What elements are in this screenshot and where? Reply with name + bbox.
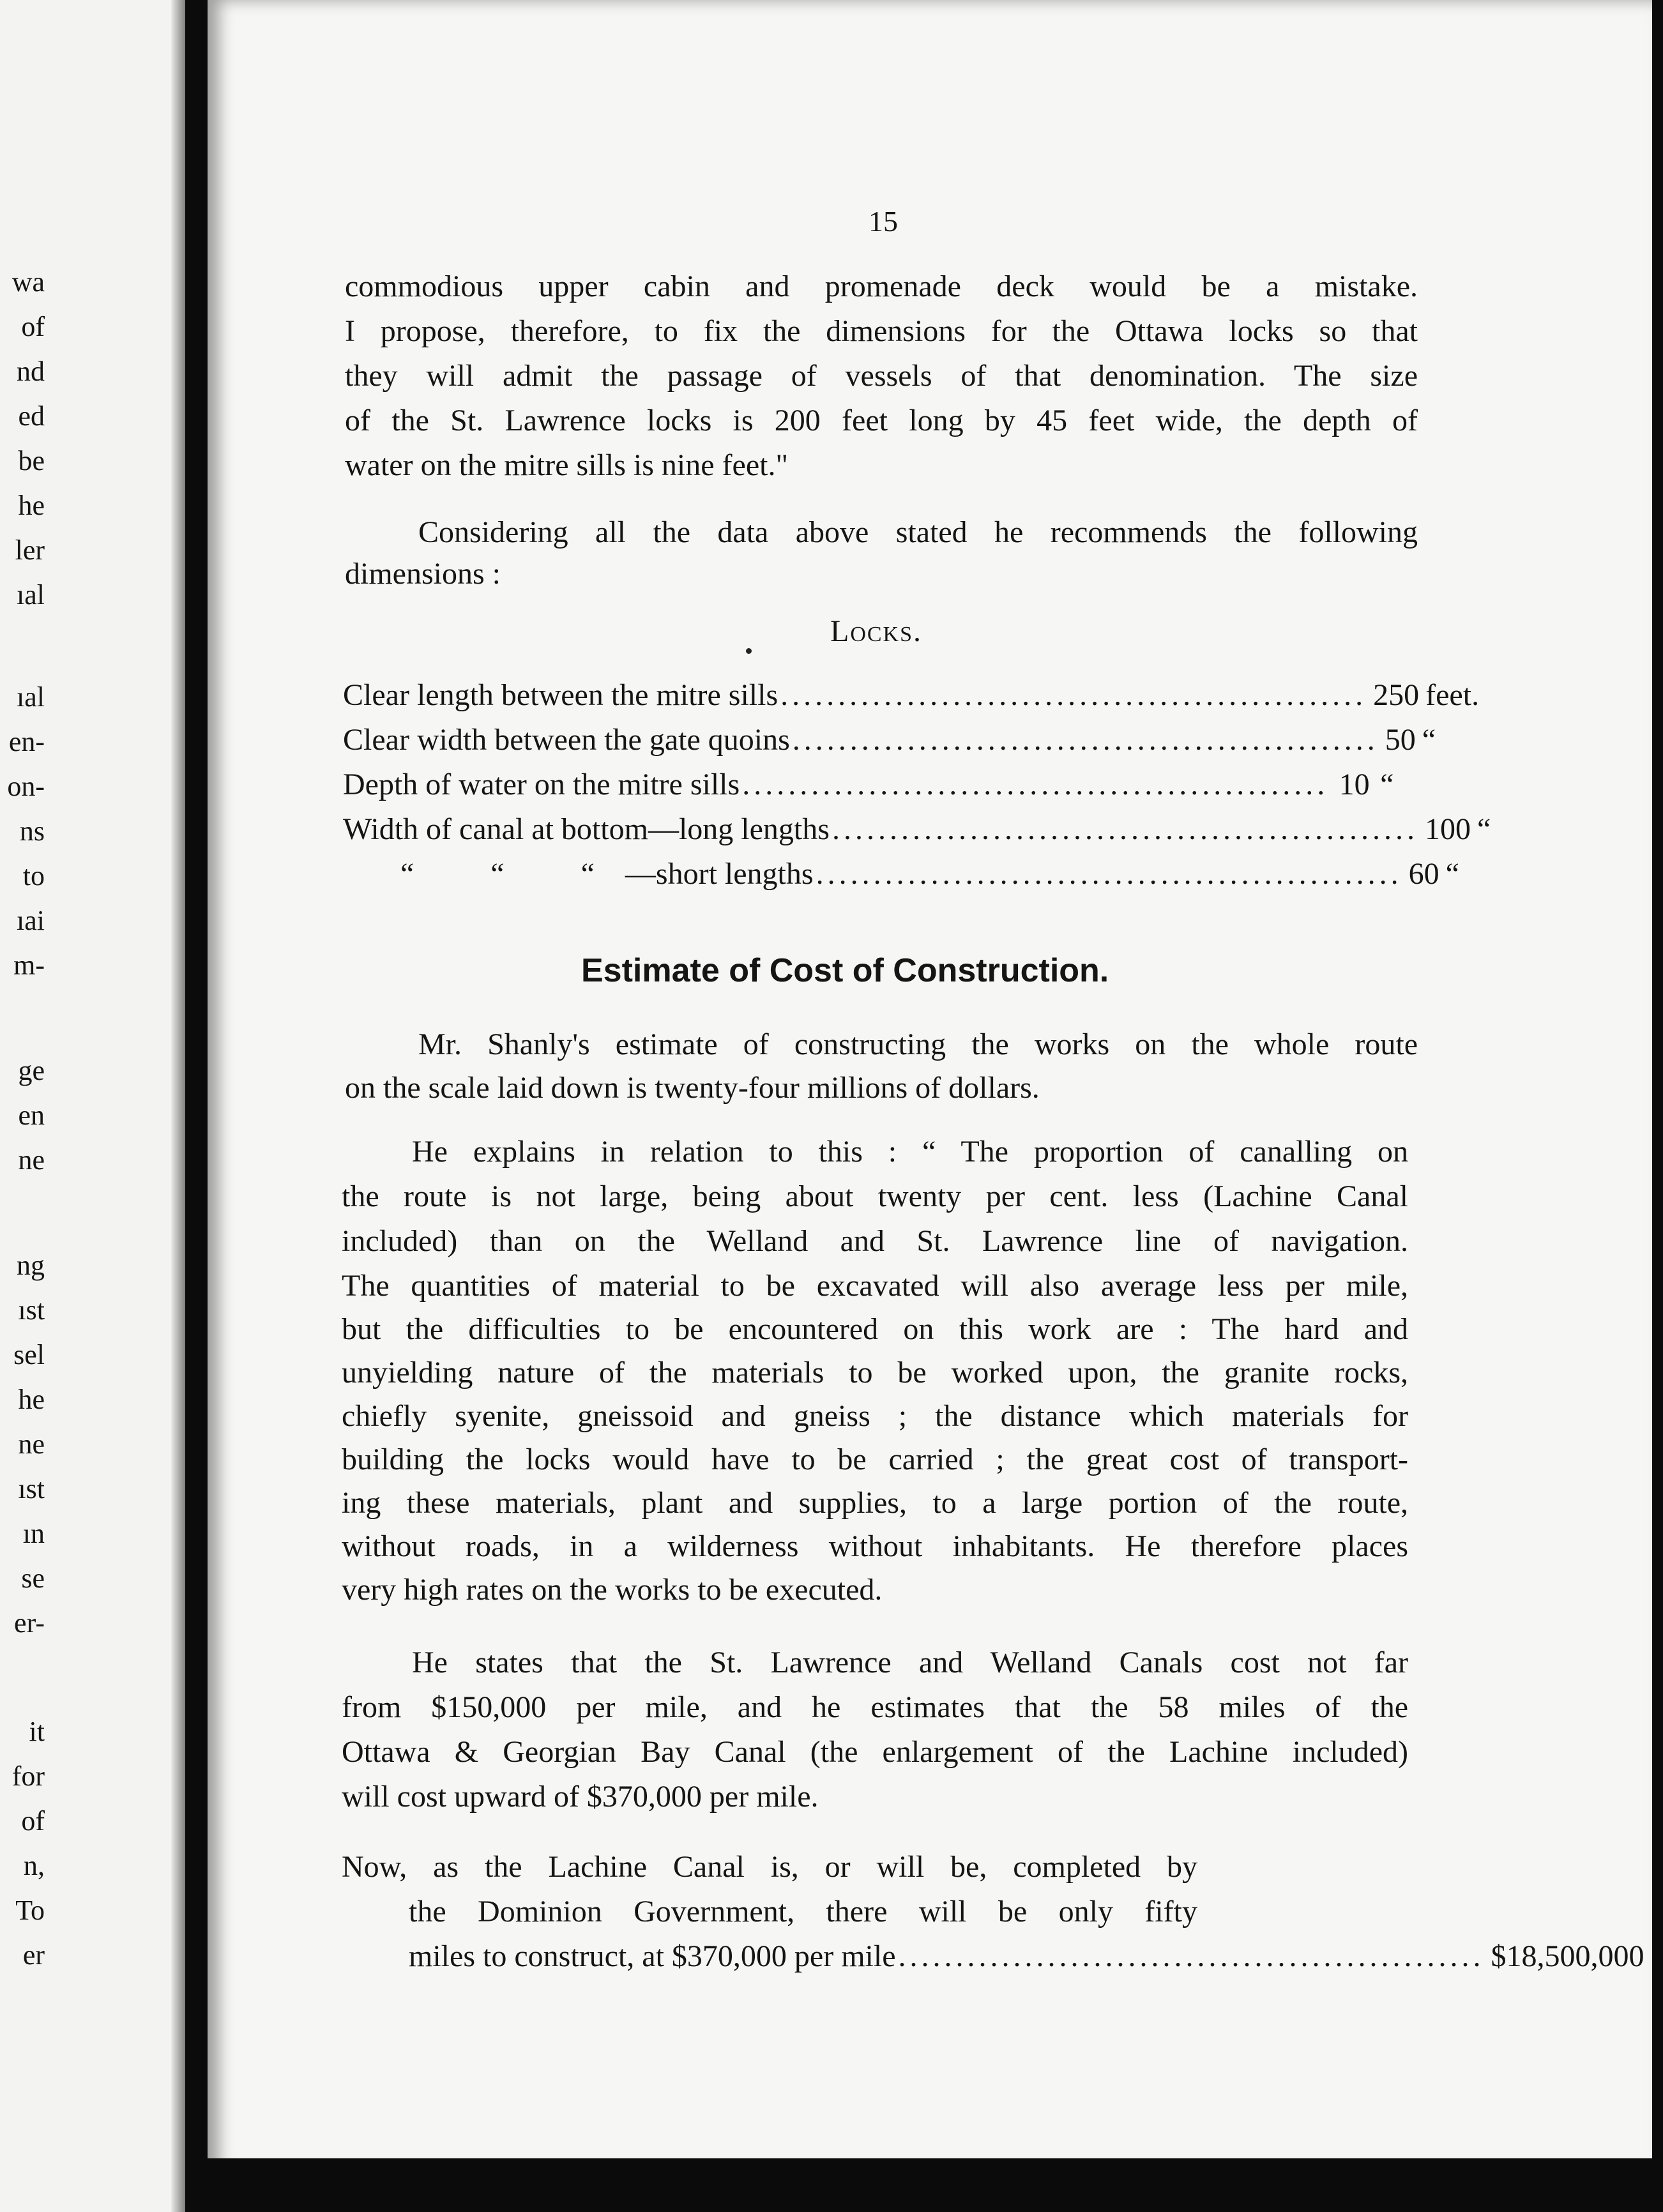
- facing-page-fragment: ne: [18, 1428, 45, 1460]
- text-line: the route is not large, being about twenty per cent. less (Lachine Canal: [342, 1179, 1408, 1213]
- facing-page-fragment: ıst: [18, 1473, 45, 1504]
- locks-row: [343, 769, 1416, 805]
- text-line: Ottawa & Georgian Bay Canal (the enlargement of the Lachine included): [342, 1735, 1408, 1769]
- dot-leader: ...................................................: [792, 723, 1379, 757]
- facing-page-fragment: it: [29, 1716, 45, 1747]
- facing-page-fragment: ne: [18, 1144, 45, 1176]
- text-line: Now, as the Lachine Canal is, or will be, completed by: [342, 1850, 1197, 1884]
- facing-page-fragment: on-: [7, 771, 45, 802]
- locks-row: [343, 678, 1480, 716]
- facing-page-fragment: ns: [19, 815, 45, 847]
- text-line: Considering all the data above stated he recommends the following: [418, 515, 1418, 549]
- facing-page-fragment: of: [21, 1805, 45, 1837]
- row-value: 100: [1424, 812, 1471, 846]
- text-line: will cost upward of $370,000 per mile.: [342, 1780, 819, 1814]
- row-value: 10: [1339, 768, 1370, 801]
- row-unit: “: [1477, 812, 1491, 846]
- facing-page-fragment: wa: [11, 266, 45, 298]
- facing-page-fragment: ge: [18, 1055, 45, 1086]
- scan-edge: [1652, 0, 1663, 2212]
- total-amount: $18,500,000: [1491, 1939, 1644, 1973]
- facing-page-fragment: he: [18, 490, 45, 521]
- facing-page-fragment: se: [21, 1563, 45, 1594]
- row-label: “ “ “ —short lengths: [400, 857, 814, 891]
- dot-leader: ...................................................: [742, 768, 1329, 801]
- facing-page-fragment: ın: [22, 1518, 45, 1549]
- facing-page-fragment: for: [11, 1761, 45, 1792]
- facing-page-fragment: en: [18, 1100, 45, 1131]
- text-line: He states that the St. Lawrence and Welland Canals cost not far: [412, 1646, 1408, 1679]
- facing-page-fragment: of: [21, 311, 45, 342]
- text-line: dimensions :: [345, 557, 501, 591]
- row-unit: “: [1380, 768, 1394, 801]
- text-line: building the locks would have to be carried ; the great cost of transport-: [342, 1443, 1408, 1476]
- facing-page-fragment: ıst: [18, 1294, 45, 1326]
- locks-heading: Locks.: [830, 614, 923, 648]
- row-label: Clear width between the gate quoins: [343, 723, 790, 757]
- facing-page-fragment: ıai: [17, 905, 45, 936]
- text-line: chiefly syenite, gneissoid and gneiss ; the distance which materials for: [342, 1399, 1408, 1433]
- facing-page-fragment: sel: [13, 1339, 45, 1370]
- locks-row: [343, 857, 1459, 895]
- text-line: without roads, in a wilderness without inhabitants. He therefore places: [342, 1529, 1408, 1563]
- page-number: 15: [869, 205, 898, 238]
- locks-row: [343, 723, 1436, 761]
- facing-page-fragment: ed: [18, 400, 45, 432]
- row-value: 250: [1373, 678, 1420, 712]
- row-label: miles to construct, at $370,000 per mile: [409, 1939, 896, 1973]
- facing-page-fragment: ıal: [17, 579, 45, 610]
- scan-bottom: [208, 2158, 1652, 2212]
- row-unit: feet.: [1425, 678, 1480, 712]
- text-line: Mr. Shanly's estimate of constructing the works on the whole route: [418, 1027, 1418, 1061]
- facing-page-fragment: n,: [24, 1850, 45, 1881]
- locks-row: [343, 812, 1491, 850]
- text-line: commodious upper cabin and promenade deck would be a mistake.: [345, 269, 1418, 303]
- facing-page-fragment: ng: [17, 1250, 45, 1281]
- text-line: from $150,000 per mile, and he estimates that the 58 miles of the: [342, 1690, 1408, 1724]
- text-line: of the St. Lawrence locks is 200 feet long by 45 feet wide, the depth of: [345, 404, 1418, 437]
- facing-page-fragment: to: [22, 860, 45, 891]
- text-line: water on the mitre sills is nine feet.": [345, 448, 789, 482]
- text-line: The quantities of material to be excavated will also average less per mile,: [342, 1269, 1408, 1303]
- facing-page-fragment: To: [15, 1895, 45, 1926]
- row-unit: “: [1422, 723, 1436, 757]
- text-line: ing these materials, plant and supplies, to a large portion of the route,: [342, 1486, 1408, 1520]
- dot-leader: ...................................................: [780, 678, 1367, 712]
- facing-page-fragment: en-: [8, 726, 45, 757]
- text-line: included) than on the Welland and St. Lawrence line of navigation.: [342, 1224, 1408, 1258]
- facing-page-fragment: er-: [14, 1607, 45, 1639]
- facing-page-fragment: he: [18, 1384, 45, 1415]
- text-line: but the difficulties to be encountered on this work are : The hard and: [342, 1312, 1408, 1346]
- facing-page-fragment: ıal: [17, 681, 45, 713]
- text-line: very high rates on the works to be executed.: [342, 1573, 883, 1607]
- section-heading: Estimate of Cost of Construction.: [581, 952, 1109, 989]
- text-line: the Dominion Government, there will be only fifty: [409, 1895, 1197, 1928]
- row-value: 50: [1385, 723, 1416, 757]
- row-label: Clear length between the mitre sills: [343, 678, 778, 712]
- total-row: [409, 1939, 1644, 1977]
- text-line: unyielding nature of the materials to be worked upon, the granite rocks,: [342, 1356, 1408, 1390]
- row-unit: “: [1445, 857, 1459, 891]
- row-value: 60: [1408, 857, 1439, 891]
- dot-leader: ...................................................: [816, 857, 1402, 891]
- facing-page-fragment: m-: [13, 950, 45, 981]
- facing-page-fragment: nd: [17, 356, 45, 387]
- text-line: He explains in relation to this : “ The proportion of canalling on: [412, 1135, 1408, 1169]
- ink-speck: [746, 648, 752, 654]
- facing-page: [0, 0, 185, 2212]
- text-line: on the scale laid down is twenty-four millions of dollars.: [345, 1071, 1040, 1105]
- dot-leader: ...................................................: [832, 812, 1418, 846]
- facing-page-fragment: er: [22, 1939, 45, 1971]
- facing-page-fragment: ler: [15, 534, 45, 566]
- row-label: Depth of water on the mitre sills: [343, 768, 740, 801]
- dot-leader: ...................................................: [898, 1939, 1485, 1973]
- gutter: [185, 0, 211, 2212]
- text-line: they will admit the passage of vessels of that denomination. The size: [345, 359, 1418, 393]
- text-line: I propose, therefore, to fix the dimensions for the Ottawa locks so that: [345, 314, 1418, 348]
- row-label: Width of canal at bottom—long lengths: [343, 812, 830, 846]
- facing-page-fragment: be: [18, 445, 45, 476]
